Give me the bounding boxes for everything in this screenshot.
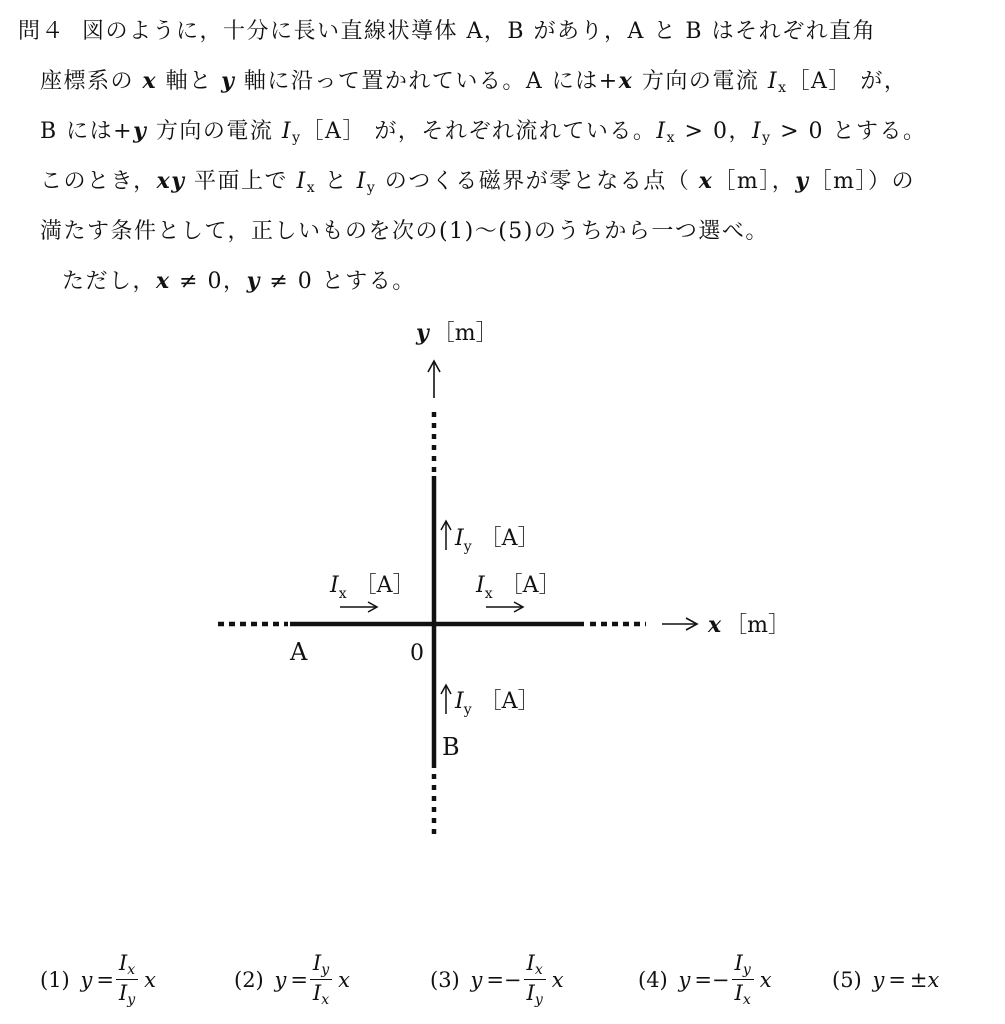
question-line-1: 問４ 図のように，十分に長い直線状導体 A，B があり，A と B はそれぞれ直角 — [18, 19, 877, 44]
answer-choices — [0, 945, 1005, 1015]
choice-1[interactable]: (1) y = $\frac{I_x}{I_y}$ x — [40, 951, 156, 1008]
label-a: A — [290, 638, 308, 666]
question-line-6: ただし，x ≠ 0，y ≠ 0 とする。 — [62, 268, 416, 294]
origin-label: 0 — [410, 641, 424, 666]
question-line-4: このとき，xy 平面上で $I_x$ と $I_y$ のつくる磁界が零となる点（ x［m］，y［m］）の — [40, 168, 915, 196]
choice-4[interactable]: (4) y = − $\frac{I_y}{I_x}$ x — [638, 951, 772, 1008]
label-b: B — [442, 733, 460, 761]
choice-2[interactable]: (2) y = $\frac{I_y}{I_x}$ x — [234, 951, 350, 1008]
current-iy-lower-label: $I_y$ ［A］ — [455, 689, 540, 718]
current-ix-right-label: $I_x$ ［A］ — [476, 573, 561, 602]
choice-5[interactable]: (5) y = ±x — [832, 968, 940, 992]
choice-3[interactable]: (3) y = − $\frac{I_x}{I_y}$ x — [430, 951, 564, 1008]
fraction: $\frac{I_y}{I_x}$ — [732, 953, 754, 1007]
fraction: $\frac{I_x}{I_y}$ — [524, 953, 546, 1007]
question-line-2: 座標系の x 軸と y 軸に沿って置かれている。A には+x 方向の電流 $I_x[A]$ が， — [40, 68, 908, 96]
question-label: 問４ — [18, 19, 66, 44]
x-axis-label: x ［m］ — [708, 612, 790, 638]
y-axis-label: y ［m］ — [416, 320, 498, 346]
question-line-5: 満たす条件として，正しいものを次の(1)～(5)のうちから一つ選べ。 — [40, 219, 769, 244]
current-ix-left-label: $I_x$ ［A］ — [330, 573, 415, 602]
current-iy-upper-label: $I_y$ ［A］ — [455, 526, 540, 555]
fraction: $\frac{I_y}{I_x}$ — [310, 953, 332, 1007]
question-line-3: B には+y 方向の電流 $I_y[A]$ が，それぞれ流れている。$I_x > 0$，$I_y > 0$ とする。 — [40, 118, 927, 146]
fraction: $\frac{I_x}{I_y}$ — [116, 953, 138, 1007]
